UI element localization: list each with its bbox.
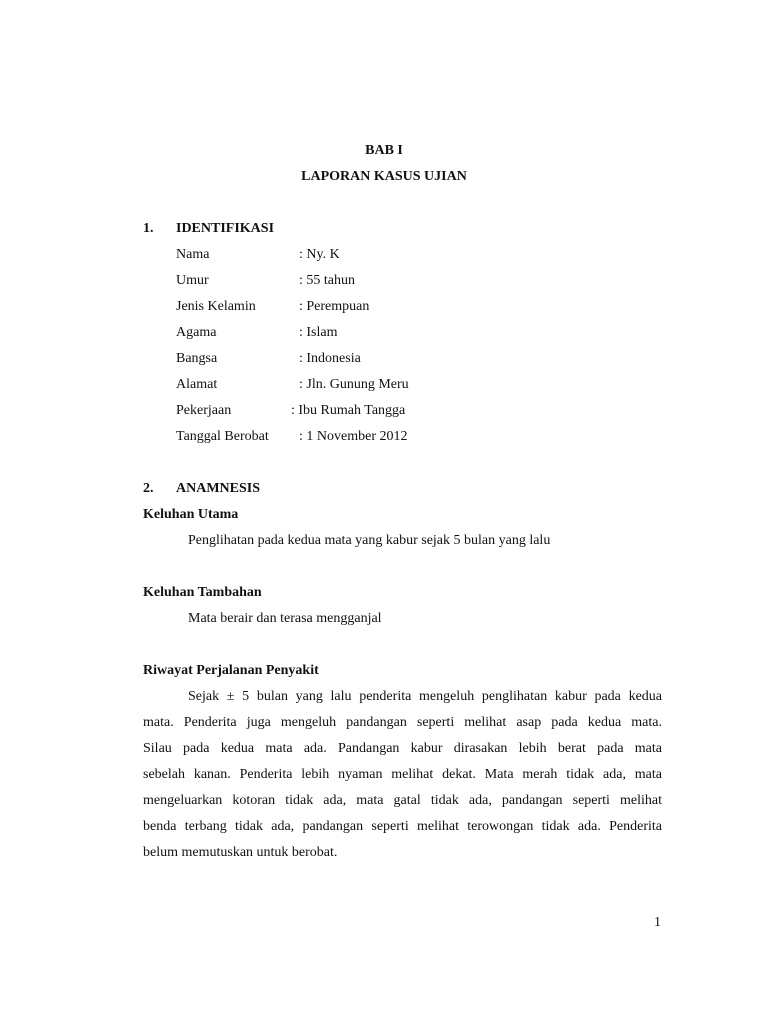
field-value: : Islam bbox=[299, 325, 338, 340]
field-label: Umur bbox=[176, 273, 209, 288]
field-label: Jenis Kelamin bbox=[176, 299, 256, 314]
paragraph-line: mengeluarkan kotoran tidak ada, mata gatal tidak ada, pandangan seperti melihat bbox=[143, 793, 662, 808]
field-label: Agama bbox=[176, 325, 217, 340]
chapter-heading: BAB I bbox=[365, 143, 403, 158]
section-1-title: IDENTIFIKASI bbox=[176, 221, 275, 236]
paragraph-line: Sejak ± 5 bulan yang lalu penderita mengeluh penglihatan kabur pada kedua bbox=[188, 689, 662, 704]
field-label: Alamat bbox=[176, 377, 218, 392]
subheading-keluhan-tambahan: Keluhan Tambahan bbox=[143, 585, 262, 600]
section-2-title: ANAMNESIS bbox=[176, 481, 261, 496]
report-title: LAPORAN KASUS UJIAN bbox=[301, 169, 467, 184]
field-value: : Ibu Rumah Tangga bbox=[291, 403, 406, 418]
paragraph-line: sebelah kanan. Penderita lebih nyaman melihat dekat. Mata merah tidak ada, mata bbox=[143, 767, 662, 782]
keluhan-tambahan-text: Mata berair dan terasa mengganjal bbox=[188, 611, 382, 626]
subheading-keluhan-utama: Keluhan Utama bbox=[143, 507, 239, 522]
field-value: : Ny. K bbox=[299, 247, 340, 262]
subheading-riwayat: Riwayat Perjalanan Penyakit bbox=[143, 663, 319, 678]
paragraph-line: benda terbang tidak ada, pandangan seperti melihat terowongan tidak ada. Penderita bbox=[143, 819, 662, 834]
paragraph-line: Silau pada kedua mata ada. Pandangan kabur dirasakan lebih berat pada mata bbox=[143, 741, 662, 756]
paragraph-line: mata. Penderita juga mengeluh pandangan seperti melihat asap pada kedua mata. bbox=[143, 715, 662, 730]
field-value: : 55 tahun bbox=[299, 273, 355, 288]
keluhan-utama-text: Penglihatan pada kedua mata yang kabur sejak 5 bulan yang lalu bbox=[188, 533, 551, 548]
field-label: Tanggal Berobat bbox=[176, 429, 269, 444]
field-label: Nama bbox=[176, 247, 210, 262]
page-number: 1 bbox=[654, 915, 661, 930]
field-value: : Perempuan bbox=[299, 299, 370, 314]
section-1-number: 1. bbox=[143, 221, 154, 236]
field-value: : Jln. Gunung Meru bbox=[299, 377, 409, 392]
section-2-number: 2. bbox=[143, 481, 154, 496]
field-value: : 1 November 2012 bbox=[299, 429, 408, 444]
field-value: : Indonesia bbox=[299, 351, 361, 366]
paragraph-line: belum memutuskan untuk berobat. bbox=[143, 845, 338, 860]
field-label: Bangsa bbox=[176, 351, 218, 366]
field-label: Pekerjaan bbox=[176, 403, 232, 418]
